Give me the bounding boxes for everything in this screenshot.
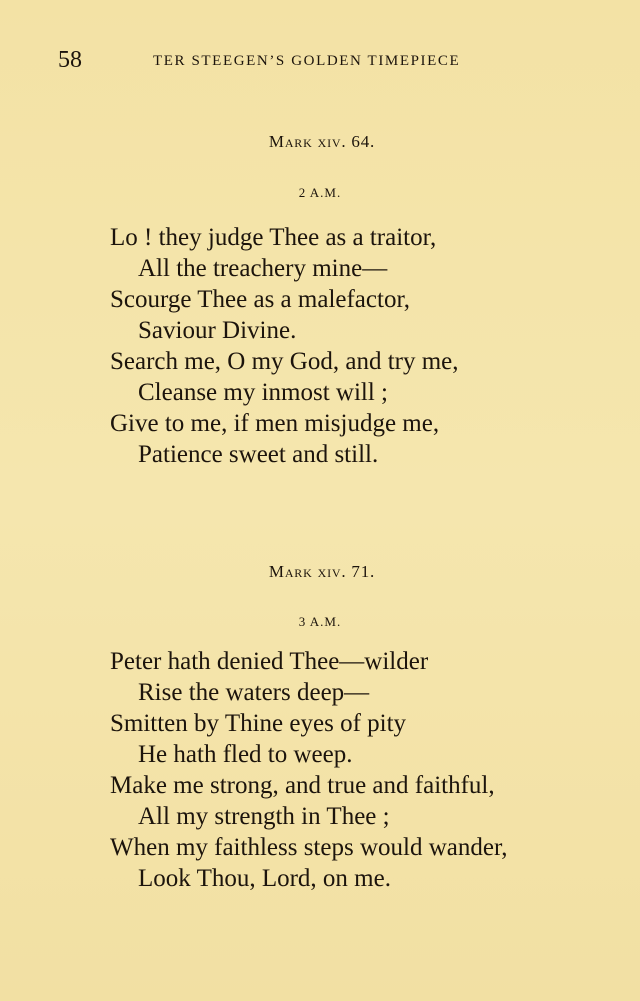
verse-line: Peter hath denied Thee—wilder xyxy=(110,648,429,675)
scripture-reference: Mark xiv. 64. xyxy=(268,132,376,151)
verse-line: Make me strong, and true and faithful, xyxy=(110,772,495,799)
verse-line: Rise the waters deep— xyxy=(138,679,370,706)
verse-line: Saviour Divine. xyxy=(138,317,297,344)
section-heading-2 xyxy=(0,561,640,583)
page-number: 58 xyxy=(58,47,82,73)
verse-line: When my faithless steps would wander, xyxy=(110,834,508,861)
verse-line: Smitten by Thine eyes of pity xyxy=(110,710,407,737)
section-time-2 xyxy=(0,613,640,631)
verse-line: Look Thou, Lord, on me. xyxy=(138,865,391,892)
section-heading-1 xyxy=(0,131,640,153)
verse-line: All the treachery mine— xyxy=(138,255,388,282)
verse-line: Cleanse my inmost will ; xyxy=(138,379,388,406)
verse-stanza-2 xyxy=(110,646,610,894)
verse-line: He hath fled to weep. xyxy=(138,741,353,768)
verse-line: Scourge Thee as a malefactor, xyxy=(110,286,411,313)
verse-line: All my strength in Thee ; xyxy=(138,803,390,830)
running-head xyxy=(58,46,498,76)
verse-stanza-1 xyxy=(110,222,610,470)
verse-line: Patience sweet and still. xyxy=(138,441,379,468)
verse-line: Search me, O my God, and try me, xyxy=(110,348,459,375)
verse-line: Lo ! they judge Thee as a traitor, xyxy=(110,224,437,251)
hour-label: 3 A.M. xyxy=(298,614,342,629)
scripture-reference: Mark xiv. 71. xyxy=(268,562,376,581)
hour-label: 2 A.M. xyxy=(298,185,342,200)
verse-line: Give to me, if men misjudge me, xyxy=(110,410,440,437)
running-title: TER STEEGEN’S GOLDEN TIMEPIECE xyxy=(153,53,461,69)
section-time-1 xyxy=(0,184,640,202)
